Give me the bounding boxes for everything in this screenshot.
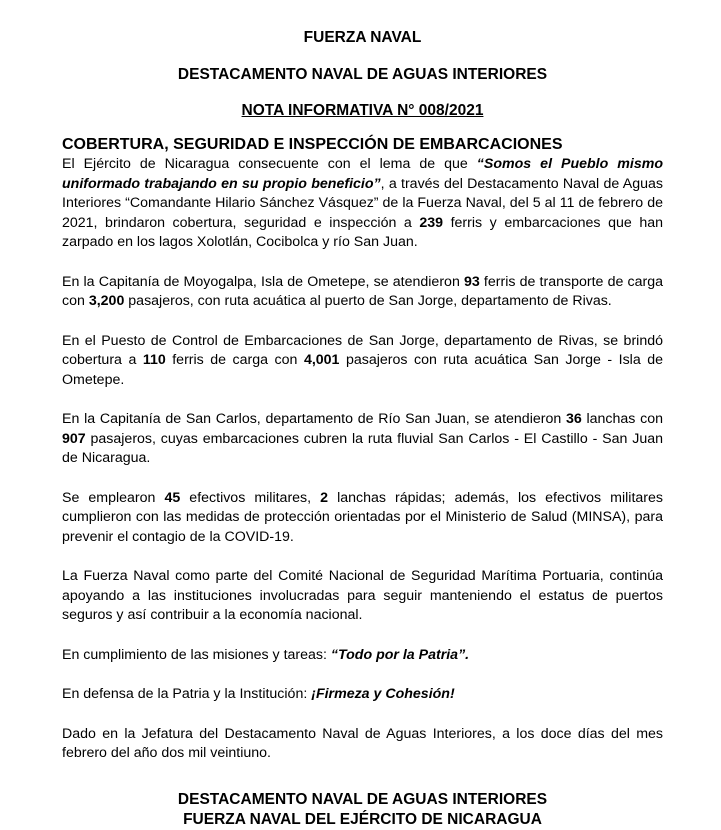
text: , a través del Destacamento Naval de Aguas Interiores “Comandante Hilario Sánchez Vásquez” de la Fuerza Naval, del 5 al 11 de febrero de 2021, brindaron cobertura, seguridad e inspección a xyxy=(62,175,664,231)
text: En cumplimiento de las misiones y tareas: xyxy=(62,646,331,663)
text: pasajeros, con ruta acuática al puerto de San Jorge, departamento de Rivas. xyxy=(124,293,612,309)
text: En el Puesto de Control de Embarcaciones de San Jorge, departamento de Rivas, se brindó cobertura a xyxy=(62,332,663,368)
paragraph-defense xyxy=(62,685,663,705)
paragraph-personnel xyxy=(62,489,663,548)
section-title: COBERTURA, SEGURIDAD E INSPECCIÓN DE EMBARCACIONES xyxy=(62,136,563,153)
header-detachment: DESTACAMENTO NAVAL DE AGUAS INTERIORES xyxy=(177,66,548,83)
closing-signature xyxy=(62,790,663,830)
text: ferris de carga con xyxy=(165,352,304,368)
paragraph-dated: Dado en la Jefatura del Destacamento Naval de Aguas Interiores, a los doce días del mes febrero del año dos mil veintiuno. xyxy=(62,725,663,761)
slogan: “Todo por la Patria”. xyxy=(330,646,470,663)
text: pasajeros, cuyas embarcaciones cubren la ruta fluvial San Carlos - El Castillo - San Juan de Nicaragua. xyxy=(62,430,663,466)
paragraph-moyogalpa xyxy=(62,273,663,312)
paragraph-intro xyxy=(62,155,663,253)
text: Se emplearon xyxy=(62,489,165,506)
count-ferries: 110 xyxy=(142,352,166,368)
count-boats: 36 xyxy=(565,411,582,427)
closing-line-navy: FUERZA NAVAL DEL EJÉRCITO DE NICARAGUA xyxy=(183,810,542,828)
closing-line-detachment: DESTACAMENTO NAVAL DE AGUAS INTERIORES xyxy=(177,790,548,808)
paragraph-mission xyxy=(62,646,663,666)
text: En la Capitanía de San Carlos, departamento de Río San Juan, se atendieron xyxy=(62,411,566,427)
paragraph-committee: La Fuerza Naval como parte del Comité Nacional de Seguridad Marítima Portuaria, continúa apoyando a las instituciones involucradas para seguir manteniendo el estatus de puertos seguros y así contribuir a la economía nacional. xyxy=(62,568,663,623)
text: lanchas con xyxy=(581,411,663,427)
text: En la Capitanía de Moyogalpa, Isla de Ometepe, se atendieron xyxy=(62,273,464,290)
count-personnel: 45 xyxy=(164,489,181,506)
count-passengers: 907 xyxy=(62,430,86,447)
text: pasajeros con ruta acuática San Jorge - Isla de Ometepe. xyxy=(62,352,663,388)
slogan: ¡Firmeza y Cohesión! xyxy=(311,686,455,702)
text: ferris y embarcaciones que han zarpado en los lagos Xolotlán, Cocibolca y río San Juan. xyxy=(62,214,663,250)
header-organization: FUERZA NAVAL xyxy=(303,29,422,46)
count-ferries: 93 xyxy=(463,273,480,290)
count-vessels: 239 xyxy=(419,214,444,231)
text: lanchas rápidas; además, los efectivos militares cumplieron con las medidas de protección orientadas por el Ministerio de Salud (MINSA), para prevenir el contagio de la COVID-19. xyxy=(62,489,663,545)
header-note-number: NOTA INFORMATIVA N° 008/2021 xyxy=(241,102,484,119)
count-passengers: 3,200 xyxy=(88,293,125,309)
text: ferris de transporte de carga con xyxy=(62,273,663,309)
paragraph-san-carlos xyxy=(62,410,663,469)
text: efectivos militares, xyxy=(180,489,321,506)
motto-quote: “Somos el Pueblo mismo uniformado trabajando en su propio beneficio” xyxy=(62,156,663,192)
count-passengers: 4,001 xyxy=(303,352,340,368)
count-fast-boats: 2 xyxy=(320,489,329,506)
text: El Ejército de Nicaragua consecuente con el lema de que xyxy=(62,156,477,172)
paragraph-san-jorge xyxy=(62,332,663,391)
text: En defensa de la Patria y la Institución: xyxy=(62,686,312,702)
